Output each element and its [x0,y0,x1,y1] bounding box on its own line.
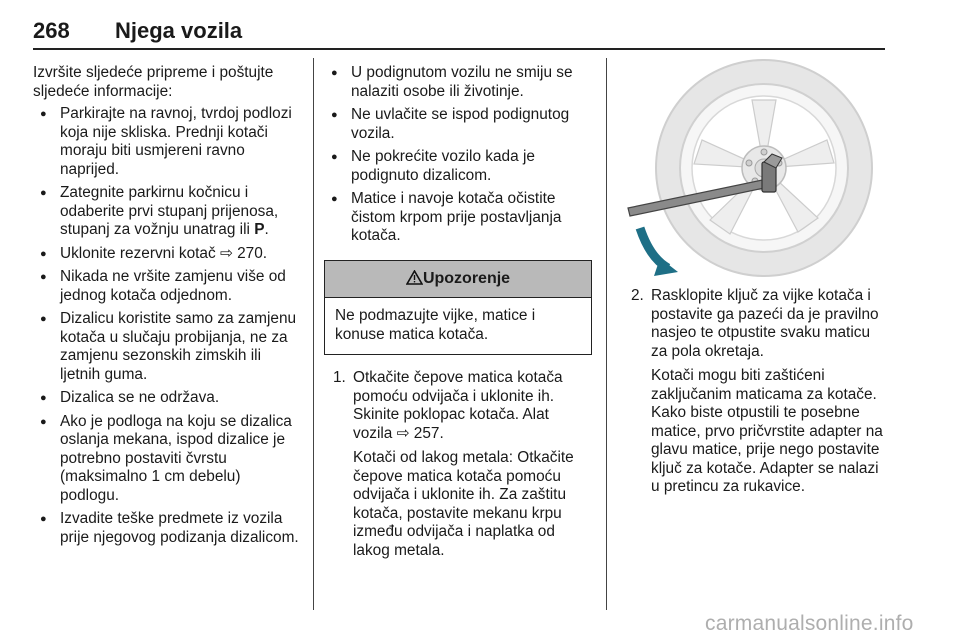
step-text: Rasklopite ključ za vijke kotača i postavite ga pazeći da je pravilno nasjeo te otpustite svaku maticu za pola okretaja. [651,287,879,360]
list-item: ● Ne uvlačite se ispod podignutog vozila. [324,106,592,143]
list-item [33,184,303,240]
header-rule [33,48,885,50]
column-divider [606,58,607,610]
list-item: ● Izvadite teške predmete iz vozila prije njegovog podizanja dizalicom. [33,510,303,547]
warning-box [324,260,592,356]
column-1 [33,64,303,552]
intro-text: Izvršite sljedeće pripreme i poštujte sljedeće informacije: [33,64,274,100]
list-item: ● U podignutom vozilu ne smiju se nalaziti osobe ili životinje. [324,64,592,101]
warning-header [325,261,591,299]
list-item: ● Dizalicu koristite samo za zamjenu kotača u slučaju probijanja, ne za zamjenu sezonskih zimskih ili ljetnih guma. [33,310,303,384]
step-number: 2. [631,287,644,304]
list-item: ● Dizalica se ne održava. [33,389,303,408]
gear-letter: P [254,221,265,238]
list-item: ● Ne pokrećite vozilo kada je podignuto dizalicom. [324,148,592,185]
wheel-wrench-illustration [622,58,884,278]
step-1 [324,369,592,560]
list-item: ● Parkirajte na ravnoj, tvrdoj podlozi koja nije skliska. Prednji kotači moraju biti usmjereni ravno naprijed. [33,105,303,179]
warning-triangle-icon [406,270,423,285]
page-number: 268 [33,18,70,43]
warning-text: Ne podmazujte vijke, matice i konuse matica kotača. [335,307,536,343]
watermark: carmanualsonline.info [705,612,914,635]
list-item-text: Zategnite parkirnu kočnicu i odaberite prvi stupanj prijenosa, stupanj za vožnju unatrag ili [60,184,279,238]
list-item: ● Ako je podloga na koju se dizalica oslanja mekana, ispod dizalice je potrebno postaviti čvrstu (maksimalno 1 cm debelu) podlogu. [33,413,303,506]
step-2 [622,287,890,497]
page-header [33,18,885,50]
column-3 [622,287,890,503]
gear-suffix: . [264,221,269,238]
chapter-title: Njega vozila [115,18,243,43]
step-number: 1. [333,369,346,386]
list-item: ● Matice i navoje kotača očistite čistom krpom prije postavljanja kotača. [324,190,592,246]
step-text-2: Kotači od lakog metala: Otkačite čepove matica kotača pomoću odvijača i uklonite ih. Za zaštitu kotača, postavite mekanu krpu između odvijača i naplatka od lakog metala. [353,449,574,559]
spare-wheel-link[interactable]: ● Uklonite rezervni kotač ⇨ 270. [33,245,303,264]
step-text-2: Kotači mogu biti zaštićeni zaključanim maticama za kotače. Kako biste otpustili te posebne matice, prvo pričvrstite adapter na glavu matice, prije nego postavite ključ za kotače. Adapter se nalazi u pretincu za rukavice. [651,367,883,495]
step-text: Otkačite čepove matica kotača pomoću odvijača i uklonite ih. Skinite poklopac kotača. Alat vozila ⇨ 257. [353,369,563,442]
column-2 [324,64,592,566]
list-item: ● Nikada ne vršite zamjenu više od jednog kotača odjednom. [33,268,303,305]
warning-title: Upozorenje [422,269,511,287]
column-divider [313,58,314,610]
